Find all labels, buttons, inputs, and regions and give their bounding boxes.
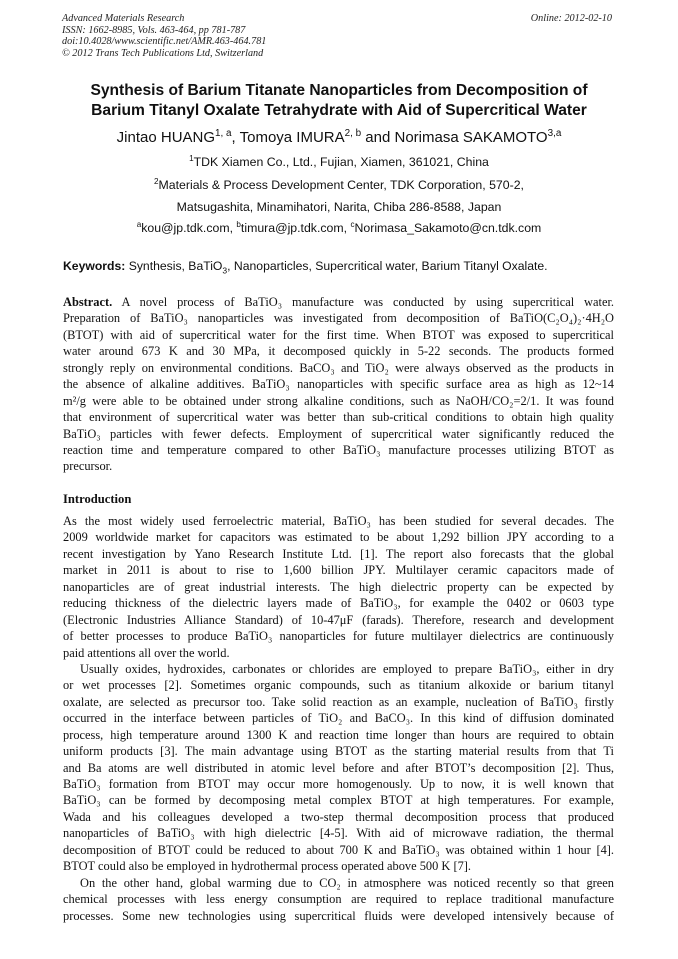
author-1-affil: 1, a <box>215 128 232 139</box>
abstract-line: that environment of supercritical water was better than sub-critical conditions to obtain high quality <box>63 410 614 425</box>
intro-line: 2009 worldwide market for capacitors was estimated to be about 1,292 billion JPY according to a <box>63 530 614 545</box>
section-heading: Introduction <box>63 492 132 506</box>
issn-line: ISSN: 1662-8985, Vols. 463-464, pp 781-787 <box>62 24 246 36</box>
affiliation-2 <box>0 178 678 192</box>
abstract-label: Abstract. <box>63 295 113 309</box>
intro-line: decomposition of BTOT could be reduced to about 700 K and BaTiO₃ was obtained within 1 hour [4]. <box>63 842 614 857</box>
author-3-affil: 3,a <box>547 128 562 139</box>
affiliation-2-text: Materials & Process Development Center, TDK Corporation, 570-2, <box>158 178 524 192</box>
intro-line: As the most widely used ferroelectric material, BaTiO₃ has been studied for several decades. The <box>63 514 614 528</box>
title-line-1: Synthesis of Barium Titanate Nanoparticles from Decomposition of <box>90 82 588 99</box>
affiliation-1-marker: 1 <box>189 153 194 163</box>
author-3: Norimasa SAKAMOTO <box>394 129 548 146</box>
abstract-line: (BTOT) with aid of supercritical water for the first time. When BTOT was exposed to supercritical <box>63 327 614 342</box>
intro-line: oxalate, are selected as precursor too. Take solid reaction as an example, nucleation of BaTiO₃ firstly <box>63 694 614 709</box>
keywords-text-2: , Nanoparticles, Supercritical water, Barium Titanyl Oxalate. <box>227 259 548 273</box>
author-and: and <box>361 129 395 146</box>
abstract <box>63 294 614 475</box>
intro-line: (Electronic Industries Alliance Standard) of 10-47μF (farads). Therefore, research and development <box>63 612 614 627</box>
intro-line: or wet processes [2]. Sometimes organic compounds, such as titanium alkoxide or barium titanyl <box>63 678 614 693</box>
intro-line: processes. Some new technologies using supercritical fluids were developed intensively because of <box>63 908 614 923</box>
intro-line: reducing thickness of the dielectric layers made of BaTiO₃, for example the 0402 or 0603 type <box>63 596 614 611</box>
abstract-line <box>63 294 614 310</box>
intro-line: uniform products [3]. The main advantage using BTOT as the starting material results from that Ti <box>63 744 614 759</box>
journal-header <box>62 13 266 59</box>
intro-line: BaTiO₃ formation from BTOT may occur more homogenously. Up to now, it is well known that <box>63 777 614 791</box>
abstract-line: the absence of alkaline additives. BaTiO₃ nanoparticles with specific surface area as high as 12~14 <box>63 377 614 392</box>
doi-line: doi:10.4028/www.scientific.net/AMR.463-464.781 <box>62 36 267 48</box>
intro-line: market in 2011 is about to rise to 1,600 billion JPY. Multilayer ceramic capacitors made of <box>63 563 614 578</box>
intro-line: of better processes to produce BaTiO₃ nanoparticles for future multilayer dielectrics are continuously <box>63 629 614 644</box>
email-1: kou@jp.tdk.com, <box>141 221 237 235</box>
abstract-line: reaction time and temperature compared to other BaTiO₃ manufacture processes utilizing BTOT as <box>63 442 614 457</box>
intro-line: paid attentions all over the world. <box>63 645 230 660</box>
author-1: Jintao HUANG <box>116 129 216 146</box>
email-list <box>0 221 678 235</box>
online-date: Online: 2012-02-10 <box>530 13 612 24</box>
email-marker-b: b <box>236 219 241 229</box>
intro-line: nanoparticles are of great industrial interests. The high dielectric property can be expected by <box>63 579 614 594</box>
intro-line: and Ba atoms are well distributed in atomic level before and after BTOT’s decomposition [2]. Thus, <box>63 760 614 775</box>
affiliation-2-cont: Matsugashita, Minamihatori, Narita, Chiba 286-8588, Japan <box>176 200 502 214</box>
author-separator: , <box>231 129 240 146</box>
keywords-sub: 3 <box>222 265 228 276</box>
intro-line: process, high temperature around 1300 K and reaction time longer than hours are required to obtain <box>63 727 614 742</box>
email-marker-a: a <box>136 219 142 229</box>
abstract-line: BaTiO₃ particles with fewer defects. Employment of supercritical water significantly reduced the <box>63 426 614 441</box>
intro-line: occurred in the interface between particles of TiO₂ and BaCO₃. In this kind of diffusion dominated <box>63 711 614 726</box>
keywords <box>63 259 548 276</box>
intro-line: On the other hand, global warming due to CO₂ in atmosphere was noticed recently so that green <box>80 875 614 890</box>
abstract-line: m²/g were able to be obtained under strong alkaline conditions, such as NaOH/CO₂=2/1. It was found <box>63 393 614 408</box>
intro-line: BTOT could also be employed in hydrothermal process operated above 500 K [7]. <box>63 859 471 874</box>
author-list <box>0 129 678 146</box>
abstract-line: precursor. <box>63 459 113 474</box>
journal-name: Advanced Materials Research <box>62 13 185 24</box>
author-2: Tomoya IMURA <box>239 129 345 146</box>
intro-line: recent investigation by Yano Research Institute Ltd. [1]. The report also forecasts that the global <box>63 546 614 561</box>
abstract-line-text: A novel process of BaTiO₃ manufacture was conducted by using supercritical water. <box>112 295 614 309</box>
keywords-text-1: Synthesis, BaTiO <box>125 259 223 273</box>
keywords-label: Keywords: <box>63 259 126 273</box>
intro-line: chemical processes with less energy consumption are required to replace traditional manufacture <box>63 892 614 907</box>
affiliation-2-marker: 2 <box>154 176 159 186</box>
email-3: Norimasa_Sakamoto@cn.tdk.com <box>354 221 542 235</box>
paper-title <box>40 81 638 121</box>
affiliation-1-text: TDK Xiamen Co., Ltd., Fujian, Xiamen, 361021, China <box>193 155 489 169</box>
title-line-2: Barium Titanyl Oxalate Tetrahydrate with Aid of Supercritical Water <box>91 102 587 119</box>
abstract-line: water around 673 K and 30 MPa, it decomposed quickly in 5-22 seconds. The products formed <box>63 344 614 359</box>
intro-line: Wada and his colleagues developed a two-step thermal decomposition process that produced <box>63 809 614 824</box>
author-2-affil: 2, b <box>344 128 362 139</box>
email-2: timura@jp.tdk.com, <box>240 221 351 235</box>
affiliation-1 <box>0 155 678 169</box>
intro-line: nanoparticles of BaTiO₃ with high dielectric [4-5]. With aid of microwave radiation, the thermal <box>63 826 614 841</box>
abstract-line: Preparation of BaTiO₃ nanoparticles was investigated from decomposition of BaTiO(C₂O₄)₂·4H₂O <box>63 311 614 326</box>
copyright-line: © 2012 Trans Tech Publications Ltd, Switzerland <box>62 47 264 59</box>
intro-line: BaTiO₃ can be formed by decomposing metal complex BTOT at high temperatures. For example, <box>63 793 614 808</box>
abstract-line: strongly reply on environmental conditions. BaCO₃ and TiO₂ were always observed as the products in <box>63 360 614 375</box>
email-marker-c: c <box>350 219 355 229</box>
introduction-body <box>63 513 614 924</box>
intro-line: Usually oxides, hydroxides, carbonates or chlorides are employed to prepare BaTiO₃, either in dry <box>80 661 614 676</box>
